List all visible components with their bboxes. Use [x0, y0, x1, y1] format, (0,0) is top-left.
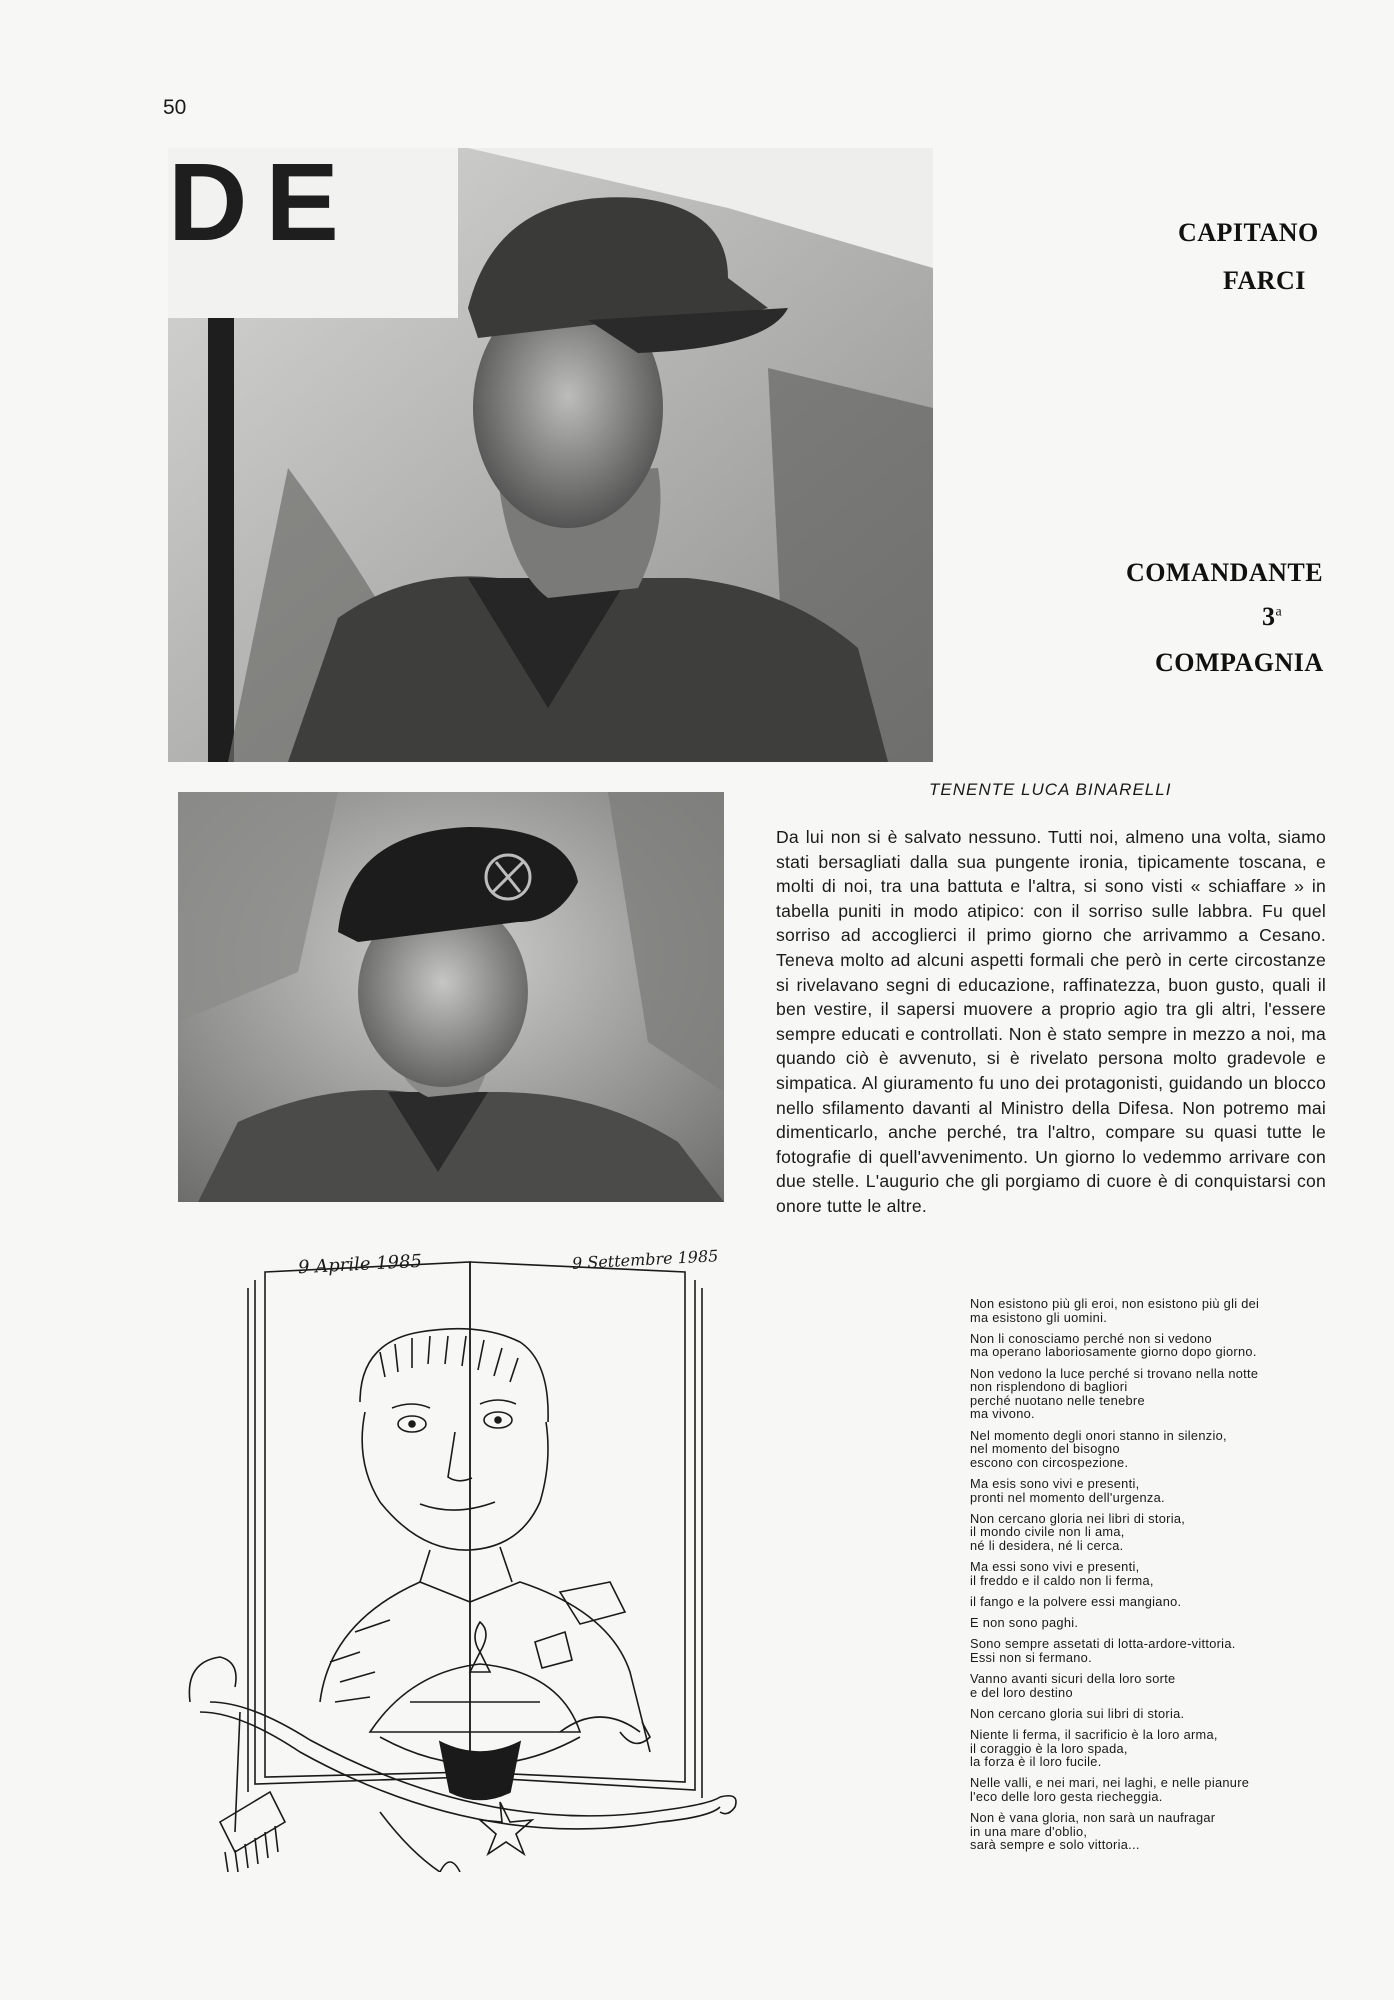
poem-line: perché nuotano nelle tenebre — [970, 1392, 1145, 1408]
photo-lieutenant — [178, 792, 724, 1202]
poem-line: la forza è il loro fucile. — [970, 1754, 1102, 1770]
poem-line: Non li conosciamo perché non si vedono — [970, 1330, 1212, 1346]
illustration-book-portrait — [180, 1232, 740, 1872]
poem-line: nel momento del bisogno — [970, 1441, 1120, 1457]
poem-line: ma operano laboriosamente giorno dopo giorno. — [970, 1344, 1257, 1360]
poem-stanza — [970, 1672, 1330, 1699]
poem-stanza — [970, 1776, 1330, 1803]
poem-stanza — [970, 1811, 1330, 1852]
poem-stanza — [970, 1512, 1330, 1553]
poem-line: il coraggio è la loro spada, — [970, 1740, 1128, 1756]
poem-line: Ma esis sono vivi e presenti, — [970, 1475, 1140, 1491]
poem-line: E non sono paghi. — [970, 1615, 1079, 1631]
poem-stanza — [970, 1637, 1330, 1664]
poem-line: ma esistono gli uomini. — [970, 1309, 1108, 1325]
captain-company: COMPAGNIA — [1155, 648, 1324, 677]
poem-line: ma vivono. — [970, 1406, 1035, 1422]
poem-stanza — [970, 1560, 1330, 1587]
poem-stanza — [970, 1332, 1330, 1359]
poem-line: Nel momento degli onori stanno in silenzio, — [970, 1427, 1227, 1443]
captain-name: FARCI — [1223, 266, 1306, 295]
poem-line: Vanno avanti sicuri della loro sorte — [970, 1671, 1176, 1686]
captain-company-number — [1262, 602, 1282, 632]
lieutenant-biography: Da lui non si è salvato nessuno. Tutti noi, almeno una volta, siamo stati bersagliati dalla sua pungente ironia, tipicamente toscana, e molti di noi, tra una battuta e l'altra, si sono visti « schiaffare » in tabella puniti in modo atipico: con il sorriso sulle labbra. Fu quel sorriso ad accoglierci il primo giorno che arrivammo a Cesano. Teneva molto ad alcuni aspetti formali che però in certe circostanze si rivelavano segni di educazione, raffinatezza, buon gusto, quali il ben vestire, il sapersi muovere a proprio agio tra gli altri, l'essere sempre educati e controllati. Non è stato sempre in mezzo a noi, ma quando ciò è avvenuto, si è rivelato persona molto gradevole e simpatica. Al giuramento fu uno dei protagonisti, guidando un blocco nello sfilamento davanti al Ministro della Difesa. Non potremo mai dimenticarlo, anche perché, tra l'altro, compare su quasi tutte le fotografie di quell'avvenimento. Un giorno lo vedemmo arrivare con due stelle. L'augurio che gli porgiamo di cuore è di conquistarsi con onore tutte le altre. — [776, 827, 1326, 1216]
company-number: 3 — [1262, 602, 1276, 631]
poem-line: Essi non si fermano. — [970, 1649, 1092, 1665]
poem-stanza — [970, 1297, 1330, 1324]
captain-rank: CAPITANO — [1178, 218, 1319, 247]
poem-line: Non cercano gloria sui libri di storia. — [970, 1705, 1185, 1721]
poem-stanza — [970, 1616, 1330, 1630]
company-number-superscript: a — [1275, 604, 1283, 620]
poem-line: il mondo civile non li ama, — [970, 1524, 1125, 1540]
poem-line: né li desidera, né li cerca. — [970, 1537, 1124, 1553]
poem-line: non risplendono di bagliori — [970, 1379, 1128, 1395]
poem-stanza — [970, 1595, 1330, 1609]
poem-line: Niente li ferma, il sacrificio è la loro arma, — [970, 1726, 1218, 1742]
poem-stanza — [970, 1707, 1330, 1721]
poem-stanza — [970, 1477, 1330, 1504]
drawing-right-date: 9 Settembre 1985 — [571, 1246, 719, 1273]
poem-stanza — [970, 1367, 1330, 1421]
poem-stanza — [970, 1728, 1330, 1769]
poem-line: Ma essi sono vivi e presenti, — [970, 1559, 1140, 1575]
poem-line: sarà sempre e solo vittoria... — [970, 1837, 1140, 1853]
poem-line: e del loro destino — [970, 1684, 1073, 1700]
poem — [970, 1297, 1330, 1860]
photo-captain — [168, 148, 933, 762]
poem-line: l'eco delle loro gesta riecheggia. — [970, 1788, 1163, 1804]
poem-stanza — [970, 1429, 1330, 1470]
poem-line: il fango e la polvere essi mangiano. — [970, 1593, 1182, 1609]
poem-line: il freddo e il caldo non li ferma, — [970, 1572, 1154, 1588]
poem-line: Non esistono più gli eroi, non esistono più gli dei — [970, 1296, 1260, 1311]
page-number: 50 — [163, 96, 187, 119]
poem-line: in una mare d'oblio, — [970, 1823, 1088, 1839]
lieutenant-heading: TENENTE LUCA BINARELLI — [929, 780, 1172, 799]
poem-line: Non cercano gloria nei libri di storia, — [970, 1510, 1186, 1526]
poem-line: pronti nel momento dell'urgenza. — [970, 1489, 1165, 1505]
poem-line: Sono sempre assetati di lotta-ardore-vittoria. — [970, 1636, 1236, 1652]
drawing-left-date: 9 Aprile 1985 — [297, 1250, 423, 1279]
poem-line: Non è vana gloria, non sarà un naufragar — [970, 1810, 1216, 1826]
captain-role: COMANDANTE — [1126, 558, 1324, 587]
poem-line: Non vedono la luce perché si trovano nella notte — [970, 1365, 1259, 1381]
photo-sign-text: DE — [168, 148, 357, 264]
poem-line: escono con circospezione. — [970, 1454, 1129, 1470]
poem-line: Nelle valli, e nei mari, nei laghi, e nelle pianure — [970, 1775, 1250, 1791]
